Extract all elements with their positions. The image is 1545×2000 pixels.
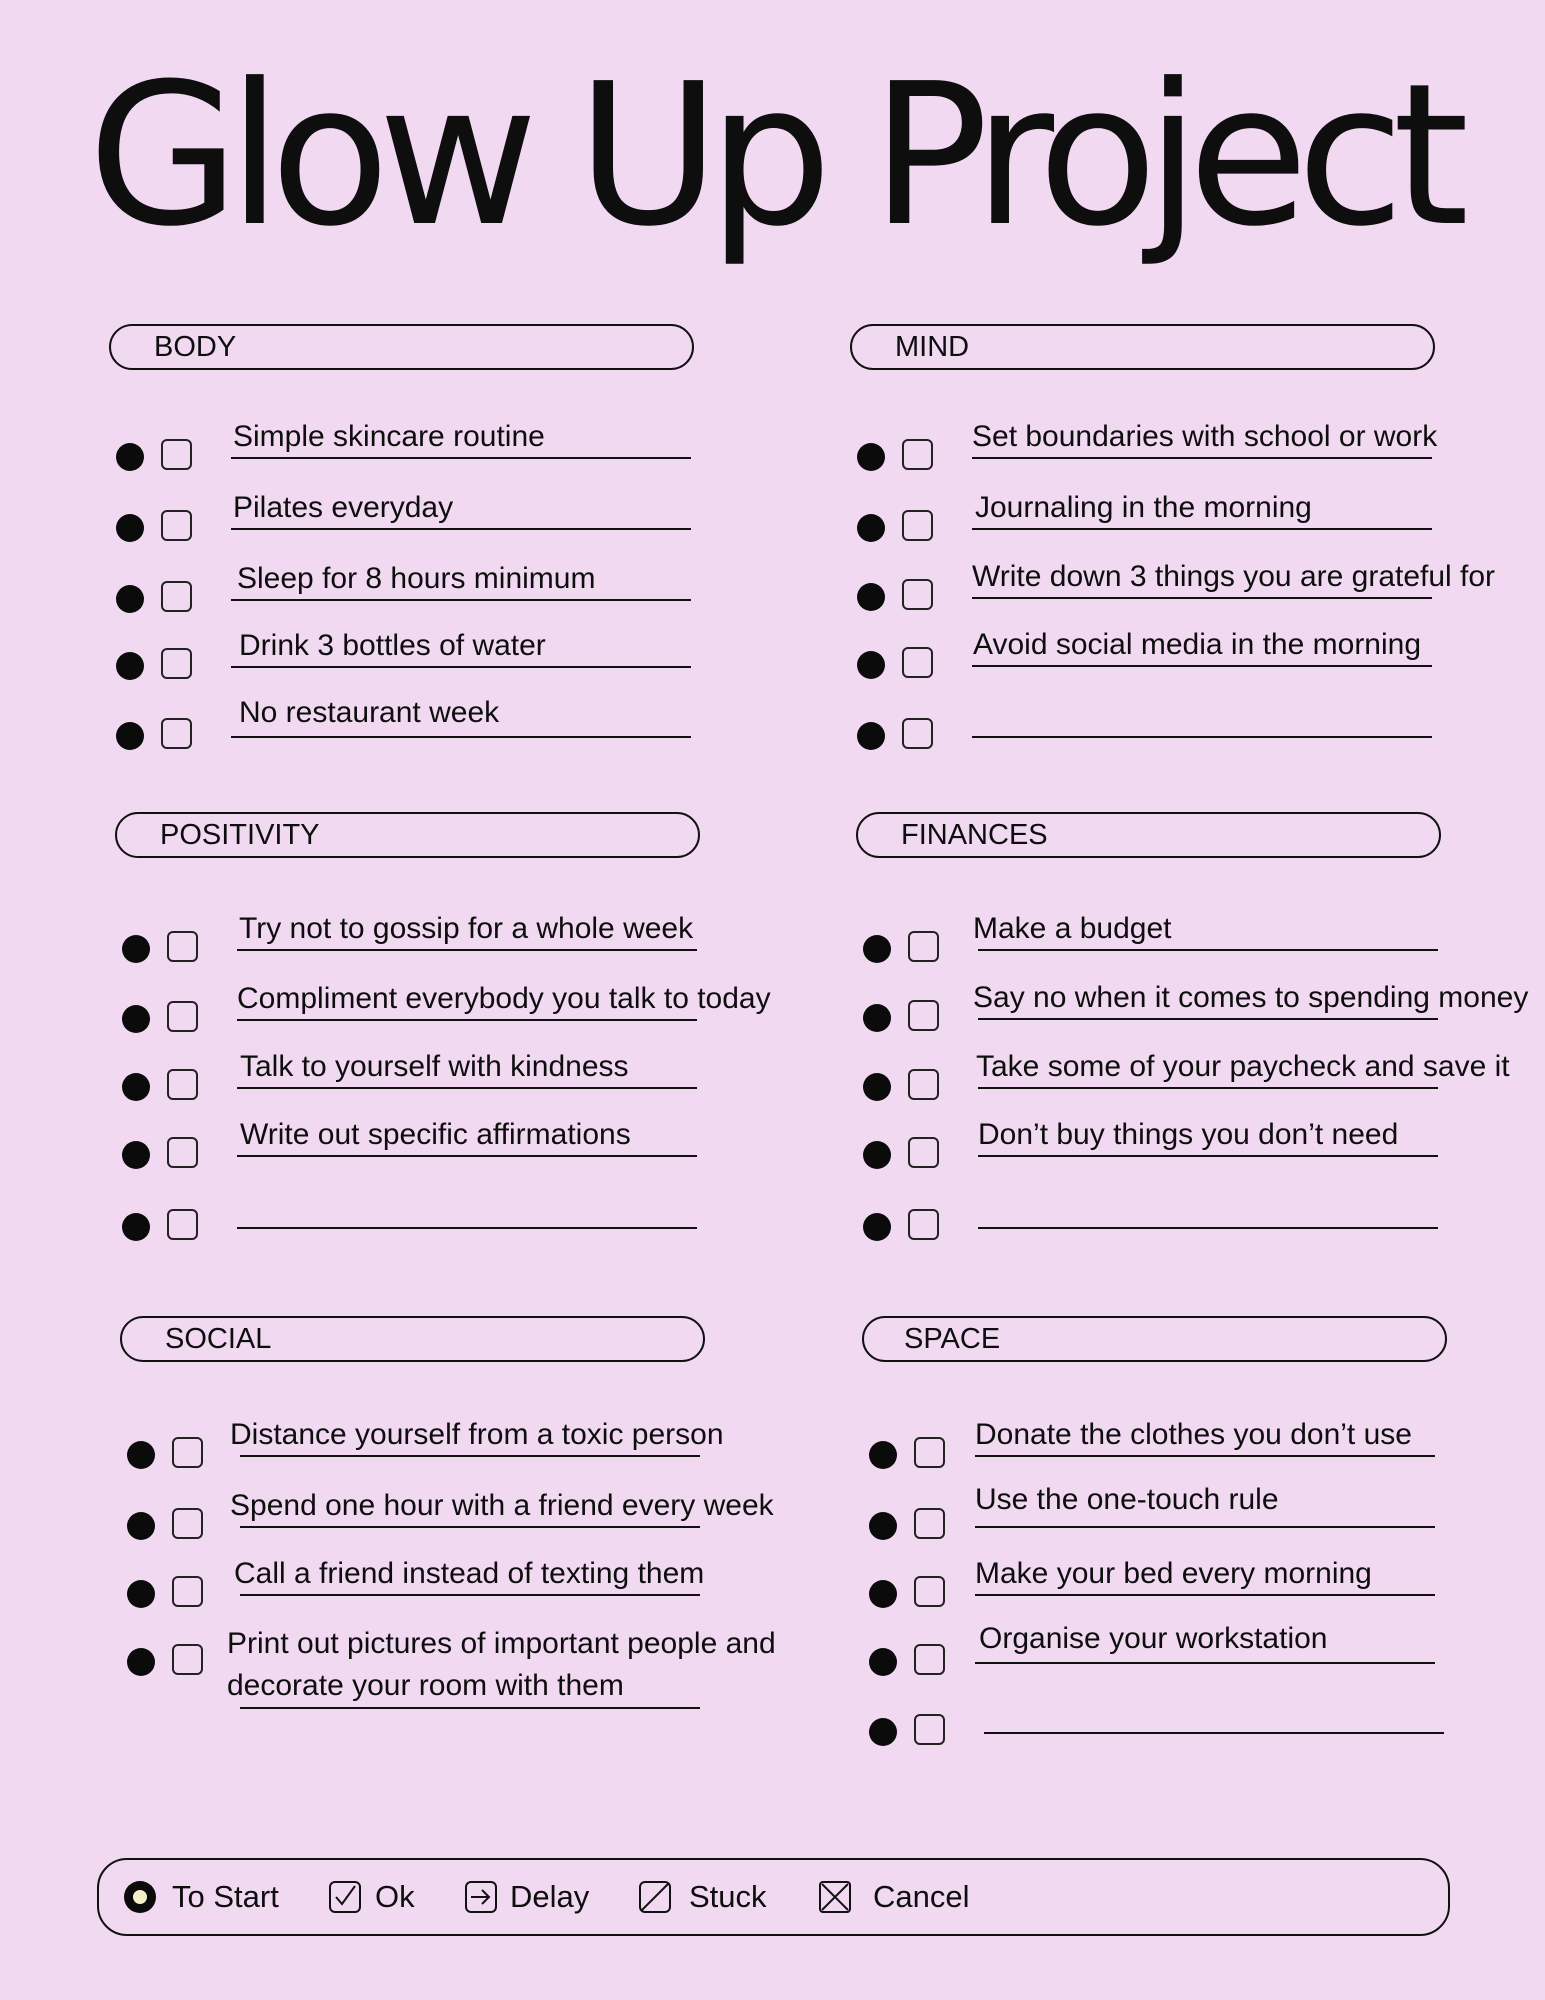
checklist-item <box>856 1186 1545 1236</box>
section-header-positivity: POSITIVITY <box>115 812 700 858</box>
checkbox[interactable] <box>908 1000 939 1031</box>
item-text[interactable]: No restaurant week <box>239 696 500 729</box>
item-underline <box>972 457 1432 459</box>
checkbox[interactable] <box>172 1644 203 1675</box>
legend-label: Stuck <box>689 1879 767 1914</box>
item-underline <box>237 1227 697 1229</box>
checklist-item <box>862 1414 1545 1464</box>
item-underline <box>975 1455 1435 1457</box>
item-underline <box>240 1594 700 1596</box>
checkbox[interactable] <box>908 1209 939 1240</box>
item-underline <box>231 666 691 668</box>
checklist-item <box>862 1485 1545 1535</box>
item-text[interactable]: Compliment everybody you talk to today <box>237 982 771 1015</box>
checklist-item <box>850 416 1545 466</box>
item-text[interactable]: Sleep for 8 hours minimum <box>237 562 596 595</box>
item-text[interactable]: Make your bed every morning <box>975 1557 1372 1590</box>
checkbox[interactable] <box>172 1508 203 1539</box>
checkbox[interactable] <box>902 439 933 470</box>
item-underline <box>978 1227 1438 1229</box>
arrow-box-icon <box>464 1880 498 1914</box>
item-underline <box>237 1155 697 1157</box>
status-dot <box>127 1441 155 1469</box>
status-dot <box>127 1580 155 1608</box>
crossed-box-icon <box>818 1880 852 1914</box>
item-text[interactable]: Don’t buy things you don’t need <box>978 1118 1399 1151</box>
item-text[interactable]: Write down 3 things you are grateful for <box>972 560 1496 593</box>
status-dot <box>863 1213 891 1241</box>
status-dot <box>869 1718 897 1746</box>
status-dot <box>857 583 885 611</box>
legend-label: Delay <box>510 1879 590 1914</box>
status-dot <box>122 1005 150 1033</box>
checklist-item <box>115 1186 860 1236</box>
item-underline <box>237 1087 697 1089</box>
status-dot <box>869 1580 897 1608</box>
legend-label: To Start <box>172 1879 279 1914</box>
item-text[interactable]: Spend one hour with a friend every week <box>230 1489 774 1522</box>
checklist-item <box>109 625 854 675</box>
item-underline <box>240 1526 700 1528</box>
status-dot <box>122 1213 150 1241</box>
status-dot <box>116 514 144 542</box>
checkbox[interactable] <box>161 439 192 470</box>
status-dot <box>122 1141 150 1169</box>
item-text[interactable]: Make a budget <box>973 912 1172 945</box>
item-text[interactable]: Organise your workstation <box>979 1622 1328 1655</box>
item-text[interactable]: Use the one-touch rule <box>975 1483 1279 1516</box>
item-underline <box>237 1019 697 1021</box>
checkbox[interactable] <box>161 510 192 541</box>
section-header-space: SPACE <box>862 1316 1447 1362</box>
item-text[interactable]: Distance yourself from a toxic person <box>230 1418 724 1451</box>
section-header-body: BODY <box>109 324 694 370</box>
checklist-item <box>850 624 1545 674</box>
item-underline <box>240 1455 700 1457</box>
checkbox[interactable] <box>167 1137 198 1168</box>
checklist-item <box>109 695 854 745</box>
item-underline <box>231 457 691 459</box>
checklist-item <box>850 487 1545 537</box>
item-text[interactable]: Donate the clothes you don’t use <box>975 1418 1412 1451</box>
item-underline <box>231 528 691 530</box>
checklist-item <box>856 1114 1545 1164</box>
status-dot <box>869 1441 897 1469</box>
checkbox[interactable] <box>167 931 198 962</box>
checklist-item <box>862 1553 1545 1603</box>
status-dot <box>116 443 144 471</box>
item-text[interactable]: Pilates everyday <box>233 491 454 524</box>
status-dot <box>116 585 144 613</box>
checkbox[interactable] <box>908 1069 939 1100</box>
item-underline <box>978 1087 1438 1089</box>
slashed-box-icon <box>638 1880 672 1914</box>
checkbox[interactable] <box>167 1209 198 1240</box>
item-underline <box>231 736 691 738</box>
status-dot <box>116 722 144 750</box>
checkbox[interactable] <box>161 648 192 679</box>
checklist-item <box>850 695 1545 745</box>
legend-label: Ok <box>375 1879 415 1914</box>
item-underline <box>972 736 1432 738</box>
checkbox[interactable] <box>167 1001 198 1032</box>
item-text[interactable]: Try not to gossip for a whole week <box>239 912 694 945</box>
status-dot <box>127 1512 155 1540</box>
item-underline <box>237 949 697 951</box>
status-dot <box>857 651 885 679</box>
checkbox[interactable] <box>908 1137 939 1168</box>
checklist-item <box>115 1046 860 1096</box>
page-title: Glow Up Project <box>87 42 1458 270</box>
checkbox[interactable] <box>914 1437 945 1468</box>
status-dot <box>863 1073 891 1101</box>
checkbox[interactable] <box>908 931 939 962</box>
checklist-item <box>120 1485 865 1535</box>
section-header-mind: MIND <box>850 324 1435 370</box>
section-header-social: SOCIAL <box>120 1316 705 1362</box>
checkbox[interactable] <box>161 581 192 612</box>
checkbox[interactable] <box>902 510 933 541</box>
status-dot <box>122 1073 150 1101</box>
item-underline <box>972 597 1432 599</box>
item-text[interactable]: Drink 3 bottles of water <box>239 629 546 662</box>
checklist-item <box>120 1621 865 1731</box>
checked-box-icon <box>328 1880 362 1914</box>
item-text[interactable]: Say no when it comes to spending money <box>973 981 1529 1014</box>
item-underline <box>972 665 1432 667</box>
status-dot <box>863 935 891 963</box>
status-dot <box>863 1141 891 1169</box>
checkbox[interactable] <box>172 1437 203 1468</box>
checkbox[interactable] <box>914 1508 945 1539</box>
checklist-item <box>856 1046 1545 1096</box>
item-underline <box>972 528 1432 530</box>
item-text[interactable]: Set boundaries with school or work <box>972 420 1438 453</box>
item-underline <box>975 1594 1435 1596</box>
checklist-item <box>115 1114 860 1164</box>
checklist-item <box>856 908 1545 958</box>
item-text[interactable]: Talk to yourself with kindness <box>240 1050 629 1083</box>
status-dot <box>122 935 150 963</box>
checkbox[interactable] <box>161 718 192 749</box>
checkbox[interactable] <box>902 718 933 749</box>
checkbox[interactable] <box>167 1069 198 1100</box>
item-underline <box>231 599 691 601</box>
item-text[interactable]: Write out specific affirmations <box>240 1118 631 1151</box>
checklist-item <box>115 978 860 1028</box>
item-text[interactable]: Call a friend instead of texting them <box>234 1557 705 1590</box>
status-dot <box>869 1648 897 1676</box>
checklist-item <box>109 558 854 608</box>
item-underline <box>978 949 1438 951</box>
status-dot <box>127 1648 155 1676</box>
status-legend <box>97 1858 1450 1936</box>
item-text[interactable]: Simple skincare routine <box>233 420 545 453</box>
checkbox[interactable] <box>902 579 933 610</box>
checklist-item <box>115 908 860 958</box>
item-underline <box>240 1707 700 1709</box>
checklist-item <box>120 1553 865 1603</box>
item-underline <box>978 1018 1438 1020</box>
checklist-item <box>856 977 1545 1027</box>
item-text[interactable]: Take some of your paycheck and save it <box>976 1050 1510 1083</box>
item-underline <box>984 1732 1444 1734</box>
item-text[interactable]: Print out pictures of important people and decorate your room with them <box>227 1627 776 1702</box>
checklist-item <box>862 1691 1545 1741</box>
status-dot <box>863 1004 891 1032</box>
legend-label: Cancel <box>873 1879 970 1914</box>
item-text[interactable]: Journaling in the morning <box>975 491 1312 524</box>
item-text[interactable]: Avoid social media in the morning <box>973 628 1422 661</box>
to-start-icon <box>123 1880 157 1914</box>
status-dot <box>857 514 885 542</box>
checklist-item <box>862 1621 1545 1671</box>
status-dot <box>857 722 885 750</box>
checklist-item <box>120 1414 865 1464</box>
checkbox[interactable] <box>914 1714 945 1745</box>
checkbox[interactable] <box>172 1576 203 1607</box>
item-underline <box>975 1662 1435 1664</box>
checkbox[interactable] <box>914 1644 945 1675</box>
section-header-finances: FINANCES <box>856 812 1441 858</box>
item-underline <box>978 1155 1438 1157</box>
checkbox[interactable] <box>902 647 933 678</box>
status-dot <box>857 443 885 471</box>
status-dot <box>869 1512 897 1540</box>
item-underline <box>975 1526 1435 1528</box>
status-dot <box>116 652 144 680</box>
checklist-item <box>109 416 854 466</box>
checklist-item <box>109 487 854 537</box>
checklist-item <box>850 556 1545 606</box>
checkbox[interactable] <box>914 1576 945 1607</box>
